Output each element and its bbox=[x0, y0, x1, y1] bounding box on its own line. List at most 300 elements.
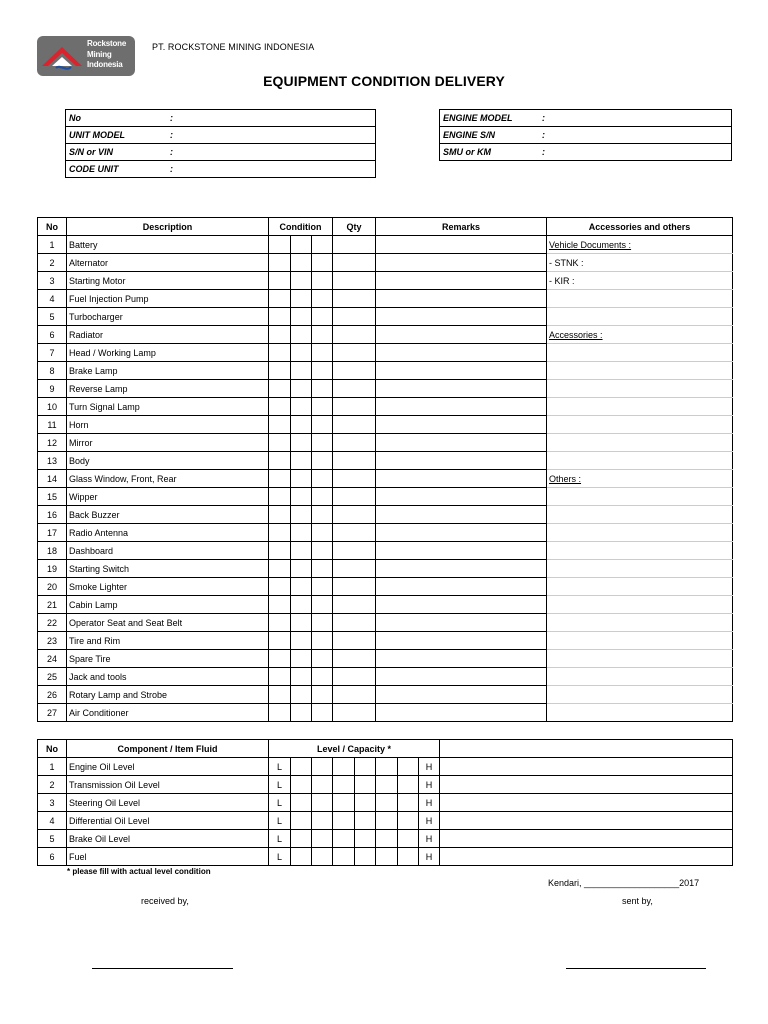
received-by-label: received by, bbox=[141, 896, 189, 906]
condition-cell-1[interactable] bbox=[269, 344, 291, 362]
condition-cell-1[interactable] bbox=[269, 272, 291, 290]
qty-cell[interactable] bbox=[333, 686, 376, 704]
row-number: 1 bbox=[38, 236, 67, 254]
condition-cell-3[interactable] bbox=[312, 560, 333, 578]
level-cell[interactable] bbox=[376, 848, 398, 866]
engine-info-table bbox=[439, 109, 732, 161]
condition-cell-3[interactable] bbox=[312, 398, 333, 416]
accessories-cell[interactable] bbox=[547, 560, 733, 578]
receiver-signature-line[interactable] bbox=[92, 968, 233, 969]
level-cell[interactable] bbox=[291, 776, 312, 794]
item-description: Mirror bbox=[67, 434, 269, 452]
condition-cell-2[interactable] bbox=[291, 290, 312, 308]
remarks-cell[interactable] bbox=[376, 524, 547, 542]
condition-cell-3[interactable] bbox=[312, 632, 333, 650]
fluid-notes-cell[interactable] bbox=[440, 848, 733, 866]
level-cell[interactable] bbox=[312, 794, 333, 812]
info-field-sn-vin[interactable]: S/N or VIN : bbox=[66, 144, 376, 161]
accessories-cell[interactable] bbox=[547, 506, 733, 524]
condition-cell-3[interactable] bbox=[312, 344, 333, 362]
fluid-notes-cell[interactable] bbox=[440, 758, 733, 776]
table-row bbox=[38, 614, 733, 632]
row-number: 15 bbox=[38, 488, 67, 506]
condition-cell-2[interactable] bbox=[291, 686, 312, 704]
item-description: Tire and Rim bbox=[67, 632, 269, 650]
qty-cell[interactable] bbox=[333, 668, 376, 686]
accessories-cell[interactable] bbox=[547, 686, 733, 704]
level-cell[interactable] bbox=[312, 848, 333, 866]
remarks-cell[interactable] bbox=[376, 596, 547, 614]
accessories-cell[interactable] bbox=[547, 416, 733, 434]
condition-cell-2[interactable] bbox=[291, 560, 312, 578]
qty-cell[interactable] bbox=[333, 596, 376, 614]
level-cell[interactable] bbox=[376, 794, 398, 812]
remarks-cell[interactable] bbox=[376, 416, 547, 434]
level-cell[interactable] bbox=[291, 794, 312, 812]
level-cell[interactable] bbox=[333, 812, 355, 830]
remarks-cell[interactable] bbox=[376, 578, 547, 596]
accessories-cell[interactable] bbox=[547, 380, 733, 398]
condition-cell-1[interactable] bbox=[269, 470, 291, 488]
accessories-label: Others : bbox=[549, 473, 582, 484]
item-description: Radio Antenna bbox=[67, 524, 269, 542]
condition-cell-1[interactable] bbox=[269, 596, 291, 614]
row-number: 12 bbox=[38, 434, 67, 452]
info-field-engine-sn[interactable]: ENGINE S/N : bbox=[440, 127, 732, 144]
qty-cell[interactable] bbox=[333, 272, 376, 290]
item-description: Starting Motor bbox=[67, 272, 269, 290]
row-number: 26 bbox=[38, 686, 67, 704]
page-title: EQUIPMENT CONDITION DELIVERY bbox=[263, 73, 505, 89]
unit-info-table bbox=[65, 109, 376, 178]
qty-cell[interactable] bbox=[333, 542, 376, 560]
row-number: 4 bbox=[38, 812, 67, 830]
level-cell[interactable] bbox=[376, 830, 398, 848]
row-number: 2 bbox=[38, 254, 67, 272]
accessories-label: - STNK : bbox=[549, 257, 584, 268]
condition-cell-3[interactable] bbox=[312, 434, 333, 452]
rockstone-logo-icon bbox=[40, 39, 92, 75]
remarks-cell[interactable] bbox=[376, 290, 547, 308]
condition-cell-1[interactable] bbox=[269, 686, 291, 704]
item-description: Turn Signal Lamp bbox=[67, 398, 269, 416]
accessories-cell[interactable] bbox=[547, 524, 733, 542]
item-description: Brake Lamp bbox=[67, 362, 269, 380]
accessories-cell[interactable] bbox=[547, 488, 733, 506]
qty-cell[interactable] bbox=[333, 524, 376, 542]
level-cell[interactable] bbox=[312, 776, 333, 794]
level-cell[interactable] bbox=[355, 758, 376, 776]
col-header-condition: Condition bbox=[269, 218, 333, 236]
level-cell[interactable] bbox=[355, 794, 376, 812]
condition-cell-1[interactable] bbox=[269, 650, 291, 668]
table-row bbox=[38, 524, 733, 542]
accessories-label: Accessories : bbox=[549, 329, 603, 340]
condition-cell-2[interactable] bbox=[291, 578, 312, 596]
level-cell[interactable] bbox=[376, 812, 398, 830]
accessories-cell[interactable] bbox=[547, 434, 733, 452]
info-field-code-unit[interactable]: CODE UNIT : bbox=[66, 161, 376, 178]
condition-cell-3[interactable] bbox=[312, 542, 333, 560]
condition-cell-2[interactable] bbox=[291, 470, 312, 488]
fluid-header-component: Component / Item Fluid bbox=[67, 740, 269, 758]
level-cell[interactable] bbox=[312, 812, 333, 830]
item-description: Glass Window, Front, Rear bbox=[67, 470, 269, 488]
row-number: 1 bbox=[38, 758, 67, 776]
condition-cell-2[interactable] bbox=[291, 236, 312, 254]
remarks-cell[interactable] bbox=[376, 470, 547, 488]
qty-cell[interactable] bbox=[333, 704, 376, 722]
item-description: Air Conditioner bbox=[67, 704, 269, 722]
condition-cell-2[interactable] bbox=[291, 650, 312, 668]
accessories-cell[interactable] bbox=[547, 578, 733, 596]
level-cell[interactable] bbox=[291, 830, 312, 848]
condition-cell-3[interactable] bbox=[312, 290, 333, 308]
condition-checklist-table bbox=[37, 217, 733, 722]
condition-cell-1[interactable] bbox=[269, 704, 291, 722]
table-row bbox=[38, 794, 733, 812]
row-number: 24 bbox=[38, 650, 67, 668]
accessories-cell[interactable] bbox=[547, 542, 733, 560]
row-number: 3 bbox=[38, 272, 67, 290]
table-row bbox=[38, 308, 733, 326]
item-description: Radiator bbox=[67, 326, 269, 344]
condition-cell-2[interactable] bbox=[291, 452, 312, 470]
remarks-cell[interactable] bbox=[376, 632, 547, 650]
info-field-unit-model[interactable]: UNIT MODEL : bbox=[66, 127, 376, 144]
level-cell[interactable] bbox=[291, 848, 312, 866]
level-cell[interactable] bbox=[291, 758, 312, 776]
remarks-cell[interactable] bbox=[376, 434, 547, 452]
level-cell[interactable] bbox=[333, 758, 355, 776]
condition-cell-3[interactable] bbox=[312, 380, 333, 398]
condition-cell-2[interactable] bbox=[291, 632, 312, 650]
condition-cell-3[interactable] bbox=[312, 578, 333, 596]
remarks-cell[interactable] bbox=[376, 506, 547, 524]
level-cell[interactable] bbox=[312, 758, 333, 776]
accessories-cell[interactable] bbox=[547, 326, 733, 344]
condition-cell-1[interactable] bbox=[269, 560, 291, 578]
condition-cell-3[interactable] bbox=[312, 668, 333, 686]
accessories-cell[interactable] bbox=[547, 650, 733, 668]
remarks-cell[interactable] bbox=[376, 272, 547, 290]
table-row bbox=[38, 488, 733, 506]
fluid-header-no: No bbox=[38, 740, 67, 758]
accessories-cell[interactable] bbox=[547, 704, 733, 722]
remarks-cell[interactable] bbox=[376, 344, 547, 362]
level-cell[interactable] bbox=[333, 848, 355, 866]
condition-cell-2[interactable] bbox=[291, 344, 312, 362]
table-row bbox=[38, 704, 733, 722]
accessories-cell[interactable] bbox=[547, 632, 733, 650]
condition-cell-1[interactable] bbox=[269, 452, 291, 470]
remarks-cell[interactable] bbox=[376, 452, 547, 470]
item-description: Body bbox=[67, 452, 269, 470]
accessories-cell[interactable] bbox=[547, 470, 733, 488]
level-cell[interactable] bbox=[312, 830, 333, 848]
table-row bbox=[38, 776, 733, 794]
condition-cell-1[interactable] bbox=[269, 416, 291, 434]
item-description: Fuel Injection Pump bbox=[67, 290, 269, 308]
row-number: 20 bbox=[38, 578, 67, 596]
qty-cell[interactable] bbox=[333, 236, 376, 254]
condition-cell-2[interactable] bbox=[291, 308, 312, 326]
remarks-cell[interactable] bbox=[376, 380, 547, 398]
condition-cell-2[interactable] bbox=[291, 596, 312, 614]
table-row bbox=[38, 650, 733, 668]
condition-cell-2[interactable] bbox=[291, 704, 312, 722]
table-row bbox=[38, 470, 733, 488]
qty-cell[interactable] bbox=[333, 290, 376, 308]
condition-cell-1[interactable] bbox=[269, 380, 291, 398]
condition-cell-3[interactable] bbox=[312, 236, 333, 254]
item-description: Head / Working Lamp bbox=[67, 344, 269, 362]
table-row bbox=[38, 362, 733, 380]
accessories-cell[interactable] bbox=[547, 362, 733, 380]
info-field-smu-km[interactable]: SMU or KM : bbox=[440, 144, 732, 161]
level-cell[interactable] bbox=[333, 830, 355, 848]
level-high-label: H bbox=[419, 776, 440, 794]
fluid-item-name: Steering Oil Level bbox=[67, 794, 269, 812]
fluid-notes-cell[interactable] bbox=[440, 794, 733, 812]
accessories-cell[interactable] bbox=[547, 344, 733, 362]
qty-cell[interactable] bbox=[333, 488, 376, 506]
row-number: 13 bbox=[38, 452, 67, 470]
level-cell[interactable] bbox=[398, 848, 419, 866]
accessories-cell[interactable] bbox=[547, 290, 733, 308]
accessories-cell[interactable] bbox=[547, 668, 733, 686]
level-cell[interactable] bbox=[398, 830, 419, 848]
level-low-label: L bbox=[269, 758, 291, 776]
remarks-cell[interactable] bbox=[376, 614, 547, 632]
table-row bbox=[38, 506, 733, 524]
condition-cell-2[interactable] bbox=[291, 434, 312, 452]
condition-cell-3[interactable] bbox=[312, 686, 333, 704]
condition-cell-3[interactable] bbox=[312, 326, 333, 344]
table-row bbox=[38, 830, 733, 848]
qty-cell[interactable] bbox=[333, 416, 376, 434]
row-number: 11 bbox=[38, 416, 67, 434]
remarks-cell[interactable] bbox=[376, 254, 547, 272]
condition-cell-1[interactable] bbox=[269, 524, 291, 542]
info-field-no[interactable]: No : bbox=[66, 110, 376, 127]
condition-cell-3[interactable] bbox=[312, 524, 333, 542]
level-cell[interactable] bbox=[355, 812, 376, 830]
qty-cell[interactable] bbox=[333, 470, 376, 488]
condition-cell-2[interactable] bbox=[291, 254, 312, 272]
condition-cell-3[interactable] bbox=[312, 272, 333, 290]
condition-cell-3[interactable] bbox=[312, 362, 333, 380]
condition-cell-3[interactable] bbox=[312, 452, 333, 470]
item-description: Wipper bbox=[67, 488, 269, 506]
accessories-cell[interactable] bbox=[547, 452, 733, 470]
item-description: Reverse Lamp bbox=[67, 380, 269, 398]
row-number: 2 bbox=[38, 776, 67, 794]
condition-cell-1[interactable] bbox=[269, 254, 291, 272]
item-description: Smoke Lighter bbox=[67, 578, 269, 596]
condition-cell-3[interactable] bbox=[312, 470, 333, 488]
condition-cell-2[interactable] bbox=[291, 542, 312, 560]
condition-cell-1[interactable] bbox=[269, 614, 291, 632]
qty-cell[interactable] bbox=[333, 560, 376, 578]
condition-cell-2[interactable] bbox=[291, 668, 312, 686]
qty-cell[interactable] bbox=[333, 578, 376, 596]
row-number: 22 bbox=[38, 614, 67, 632]
table-row bbox=[38, 848, 733, 866]
condition-cell-3[interactable] bbox=[312, 614, 333, 632]
condition-cell-2[interactable] bbox=[291, 614, 312, 632]
level-cell[interactable] bbox=[333, 776, 355, 794]
qty-cell[interactable] bbox=[333, 362, 376, 380]
table-row bbox=[38, 416, 733, 434]
condition-cell-1[interactable] bbox=[269, 326, 291, 344]
condition-cell-3[interactable] bbox=[312, 254, 333, 272]
condition-cell-1[interactable] bbox=[269, 362, 291, 380]
remarks-cell[interactable] bbox=[376, 398, 547, 416]
fluid-notes-cell[interactable] bbox=[440, 776, 733, 794]
qty-cell[interactable] bbox=[333, 380, 376, 398]
table-row bbox=[38, 686, 733, 704]
condition-cell-1[interactable] bbox=[269, 632, 291, 650]
condition-cell-1[interactable] bbox=[269, 668, 291, 686]
fluid-item-name: Fuel bbox=[67, 848, 269, 866]
qty-cell[interactable] bbox=[333, 614, 376, 632]
condition-cell-2[interactable] bbox=[291, 524, 312, 542]
condition-cell-1[interactable] bbox=[269, 506, 291, 524]
fluid-notes-cell[interactable] bbox=[440, 830, 733, 848]
level-high-label: H bbox=[419, 812, 440, 830]
condition-cell-3[interactable] bbox=[312, 416, 333, 434]
remarks-cell[interactable] bbox=[376, 704, 547, 722]
item-description: Rotary Lamp and Strobe bbox=[67, 686, 269, 704]
level-cell[interactable] bbox=[291, 812, 312, 830]
level-high-label: H bbox=[419, 794, 440, 812]
fluid-notes-cell[interactable] bbox=[440, 812, 733, 830]
condition-cell-2[interactable] bbox=[291, 272, 312, 290]
remarks-cell[interactable] bbox=[376, 686, 547, 704]
condition-cell-3[interactable] bbox=[312, 704, 333, 722]
condition-cell-2[interactable] bbox=[291, 326, 312, 344]
accessories-cell[interactable] bbox=[547, 596, 733, 614]
condition-cell-1[interactable] bbox=[269, 236, 291, 254]
row-number: 19 bbox=[38, 560, 67, 578]
level-high-label: H bbox=[419, 758, 440, 776]
level-cell[interactable] bbox=[333, 794, 355, 812]
row-number: 16 bbox=[38, 506, 67, 524]
row-number: 21 bbox=[38, 596, 67, 614]
condition-cell-1[interactable] bbox=[269, 578, 291, 596]
accessories-label: Vehicle Documents : bbox=[549, 239, 632, 250]
condition-cell-2[interactable] bbox=[291, 488, 312, 506]
condition-cell-1[interactable] bbox=[269, 308, 291, 326]
item-description: Spare Tire bbox=[67, 650, 269, 668]
table-row bbox=[38, 326, 733, 344]
accessories-cell[interactable] bbox=[547, 308, 733, 326]
condition-cell-1[interactable] bbox=[269, 542, 291, 560]
remarks-cell[interactable] bbox=[376, 560, 547, 578]
qty-cell[interactable] bbox=[333, 398, 376, 416]
qty-cell[interactable] bbox=[333, 344, 376, 362]
table-row bbox=[38, 254, 733, 272]
row-number: 17 bbox=[38, 524, 67, 542]
condition-cell-3[interactable] bbox=[312, 488, 333, 506]
qty-cell[interactable] bbox=[333, 650, 376, 668]
table-row bbox=[38, 560, 733, 578]
level-cell[interactable] bbox=[355, 776, 376, 794]
level-low-label: L bbox=[269, 776, 291, 794]
row-number: 9 bbox=[38, 380, 67, 398]
qty-cell[interactable] bbox=[333, 434, 376, 452]
condition-cell-1[interactable] bbox=[269, 398, 291, 416]
table-row bbox=[38, 542, 733, 560]
remarks-cell[interactable] bbox=[376, 362, 547, 380]
row-number: 18 bbox=[38, 542, 67, 560]
accessories-cell[interactable] bbox=[547, 254, 733, 272]
condition-cell-1[interactable] bbox=[269, 434, 291, 452]
qty-cell[interactable] bbox=[333, 452, 376, 470]
condition-cell-1[interactable] bbox=[269, 290, 291, 308]
row-number: 8 bbox=[38, 362, 67, 380]
qty-cell[interactable] bbox=[333, 506, 376, 524]
accessories-cell[interactable] bbox=[547, 236, 733, 254]
level-cell[interactable] bbox=[355, 848, 376, 866]
remarks-cell[interactable] bbox=[376, 326, 547, 344]
place-date-field[interactable]: Kendari, ___________________2017 bbox=[548, 878, 700, 888]
condition-cell-2[interactable] bbox=[291, 398, 312, 416]
level-cell[interactable] bbox=[376, 776, 398, 794]
level-cell[interactable] bbox=[398, 758, 419, 776]
condition-cell-3[interactable] bbox=[312, 650, 333, 668]
fluid-item-name: Engine Oil Level bbox=[67, 758, 269, 776]
table-row bbox=[38, 578, 733, 596]
row-number: 7 bbox=[38, 344, 67, 362]
condition-cell-2[interactable] bbox=[291, 380, 312, 398]
remarks-cell[interactable] bbox=[376, 236, 547, 254]
accessories-cell[interactable] bbox=[547, 614, 733, 632]
qty-cell[interactable] bbox=[333, 254, 376, 272]
remarks-cell[interactable] bbox=[376, 542, 547, 560]
qty-cell[interactable] bbox=[333, 308, 376, 326]
level-cell[interactable] bbox=[398, 794, 419, 812]
condition-cell-3[interactable] bbox=[312, 308, 333, 326]
info-field-engine-model[interactable]: ENGINE MODEL : bbox=[440, 110, 732, 127]
col-header-remarks: Remarks bbox=[376, 218, 547, 236]
qty-cell[interactable] bbox=[333, 632, 376, 650]
col-header-description: Description bbox=[67, 218, 269, 236]
condition-cell-2[interactable] bbox=[291, 416, 312, 434]
condition-cell-1[interactable] bbox=[269, 488, 291, 506]
condition-cell-3[interactable] bbox=[312, 506, 333, 524]
fluid-level-table bbox=[37, 739, 733, 866]
condition-cell-2[interactable] bbox=[291, 506, 312, 524]
level-cell[interactable] bbox=[398, 776, 419, 794]
condition-cell-2[interactable] bbox=[291, 362, 312, 380]
remarks-cell[interactable] bbox=[376, 650, 547, 668]
remarks-cell[interactable] bbox=[376, 668, 547, 686]
level-cell[interactable] bbox=[355, 830, 376, 848]
condition-cell-3[interactable] bbox=[312, 596, 333, 614]
level-cell[interactable] bbox=[376, 758, 398, 776]
qty-cell[interactable] bbox=[333, 326, 376, 344]
accessories-cell[interactable] bbox=[547, 272, 733, 290]
remarks-cell[interactable] bbox=[376, 308, 547, 326]
fluid-item-name: Brake Oil Level bbox=[67, 830, 269, 848]
level-cell[interactable] bbox=[398, 812, 419, 830]
accessories-cell[interactable] bbox=[547, 398, 733, 416]
remarks-cell[interactable] bbox=[376, 488, 547, 506]
company-logo bbox=[37, 36, 135, 76]
sender-signature-line[interactable] bbox=[566, 968, 706, 969]
